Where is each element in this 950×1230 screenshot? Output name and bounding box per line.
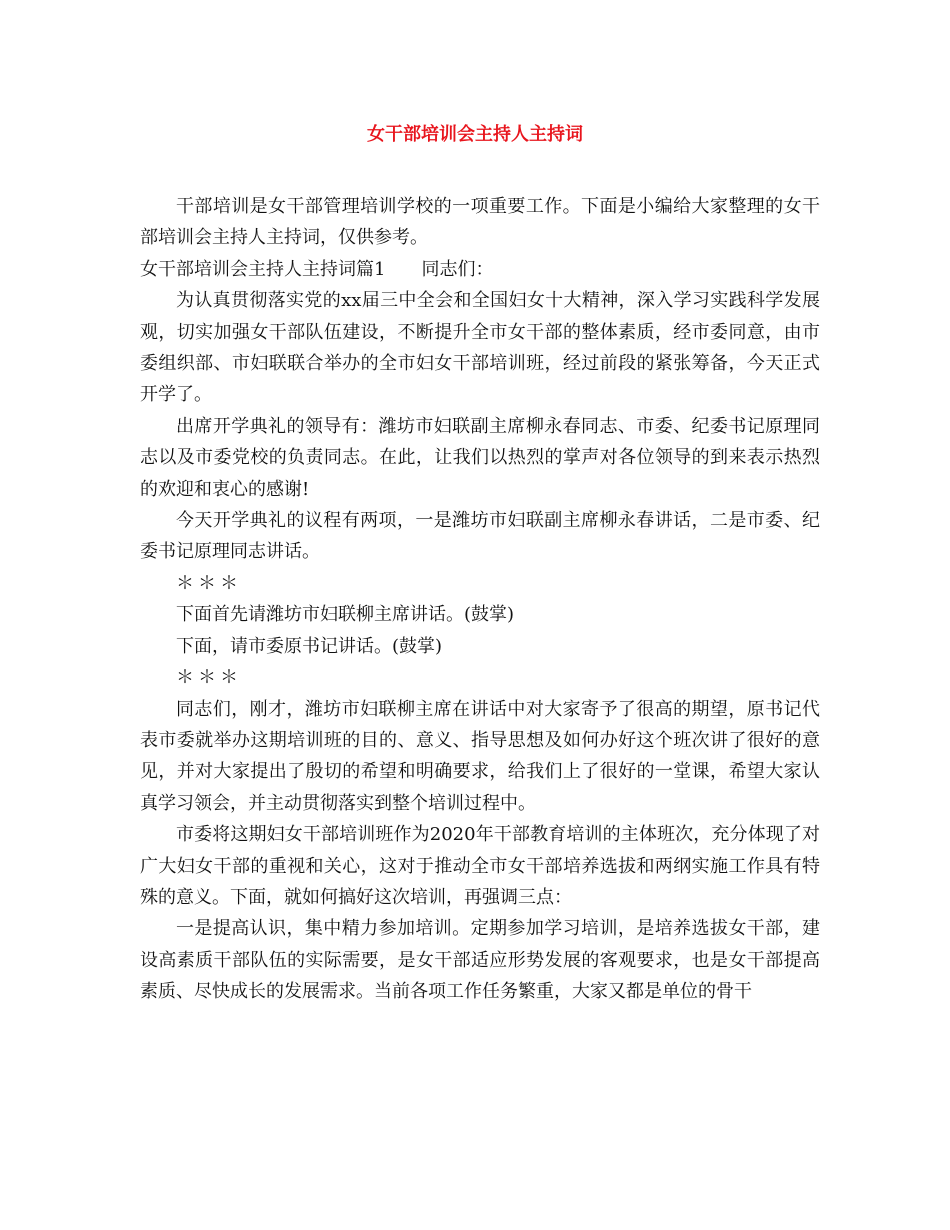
paragraph: 出席开学典礼的领导有：潍坊市妇联副主席柳永春同志、市委、纪委书记原理同志以及市委党校的负责同志。在此，让我们以热烈的掌声对各位领导的到来表示热烈的欢迎和衷心的感谢!	[140, 415, 820, 500]
paragraph: 同志们，刚才，潍坊市妇联柳主席在讲话中对大家寄予了很高的期望，原书记代表市委就举办这期培训班的目的、意义、指导思想及如何办好这个班次讲了很好的意见，并对大家提出了殷切的希望和明确要求，给我们上了很好的一堂课，希望大家认真学习领会，并主动贯彻落实到整个培训过程中。	[140, 698, 820, 814]
section-heading-line	[140, 254, 820, 285]
speech-line: 下面首先请潍坊市妇联柳主席讲话。(鼓掌)	[176, 604, 515, 626]
stars-separator: ＊＊＊	[176, 572, 242, 594]
document-body	[140, 191, 820, 1008]
document-title: 女干部培训会主持人主持词	[367, 124, 583, 145]
section-heading: 女干部培训会主持人主持词篇1	[140, 258, 386, 280]
paragraph: 今天开学典礼的议程有两项，一是潍坊市妇联副主席柳永春讲话，二是市委、纪委书记原理同志讲话。	[140, 510, 820, 563]
greeting: 同志们：	[421, 258, 494, 280]
stars-separator: ＊＊＊	[176, 667, 242, 689]
intro-paragraph: 干部培训是女干部管理培训学校的一项重要工作。下面是小编给大家整理的女干部培训会主持人主持词，仅供参考。	[140, 196, 820, 249]
paragraph: 市委将这期妇女干部培训班作为2020年干部教育培训的主体班次，充分体现了对广大妇女干部的重视和关心，这对于推动全市女干部培养选拔和两纲实施工作具有特殊的意义。下面，就如何搞好这次培训，再强调三点：	[140, 824, 820, 908]
paragraph: 为认真贯彻落实党的xx届三中全会和全国妇女十大精神，深入学习实践科学发展观，切实加强女干部队伍建设，不断提升全市女干部的整体素质，经市委同意，由市委组织部、市妇联联合举办的全市妇女干部培训班，经过前段的紧张筹备，今天正式开学了。	[140, 290, 820, 406]
paragraph: 一是提高认识，集中精力参加培训。定期参加学习培训，是培养选拔女干部，建设高素质干部队伍的实际需要，是女干部适应形势发展的客观要求，也是女干部提高素质、尽快成长的发展需求。当前各项工作任务繁重，大家又都是单位的骨干	[140, 918, 820, 1003]
speech-line: 下面，请市委原书记讲话。(鼓掌)	[176, 635, 443, 657]
